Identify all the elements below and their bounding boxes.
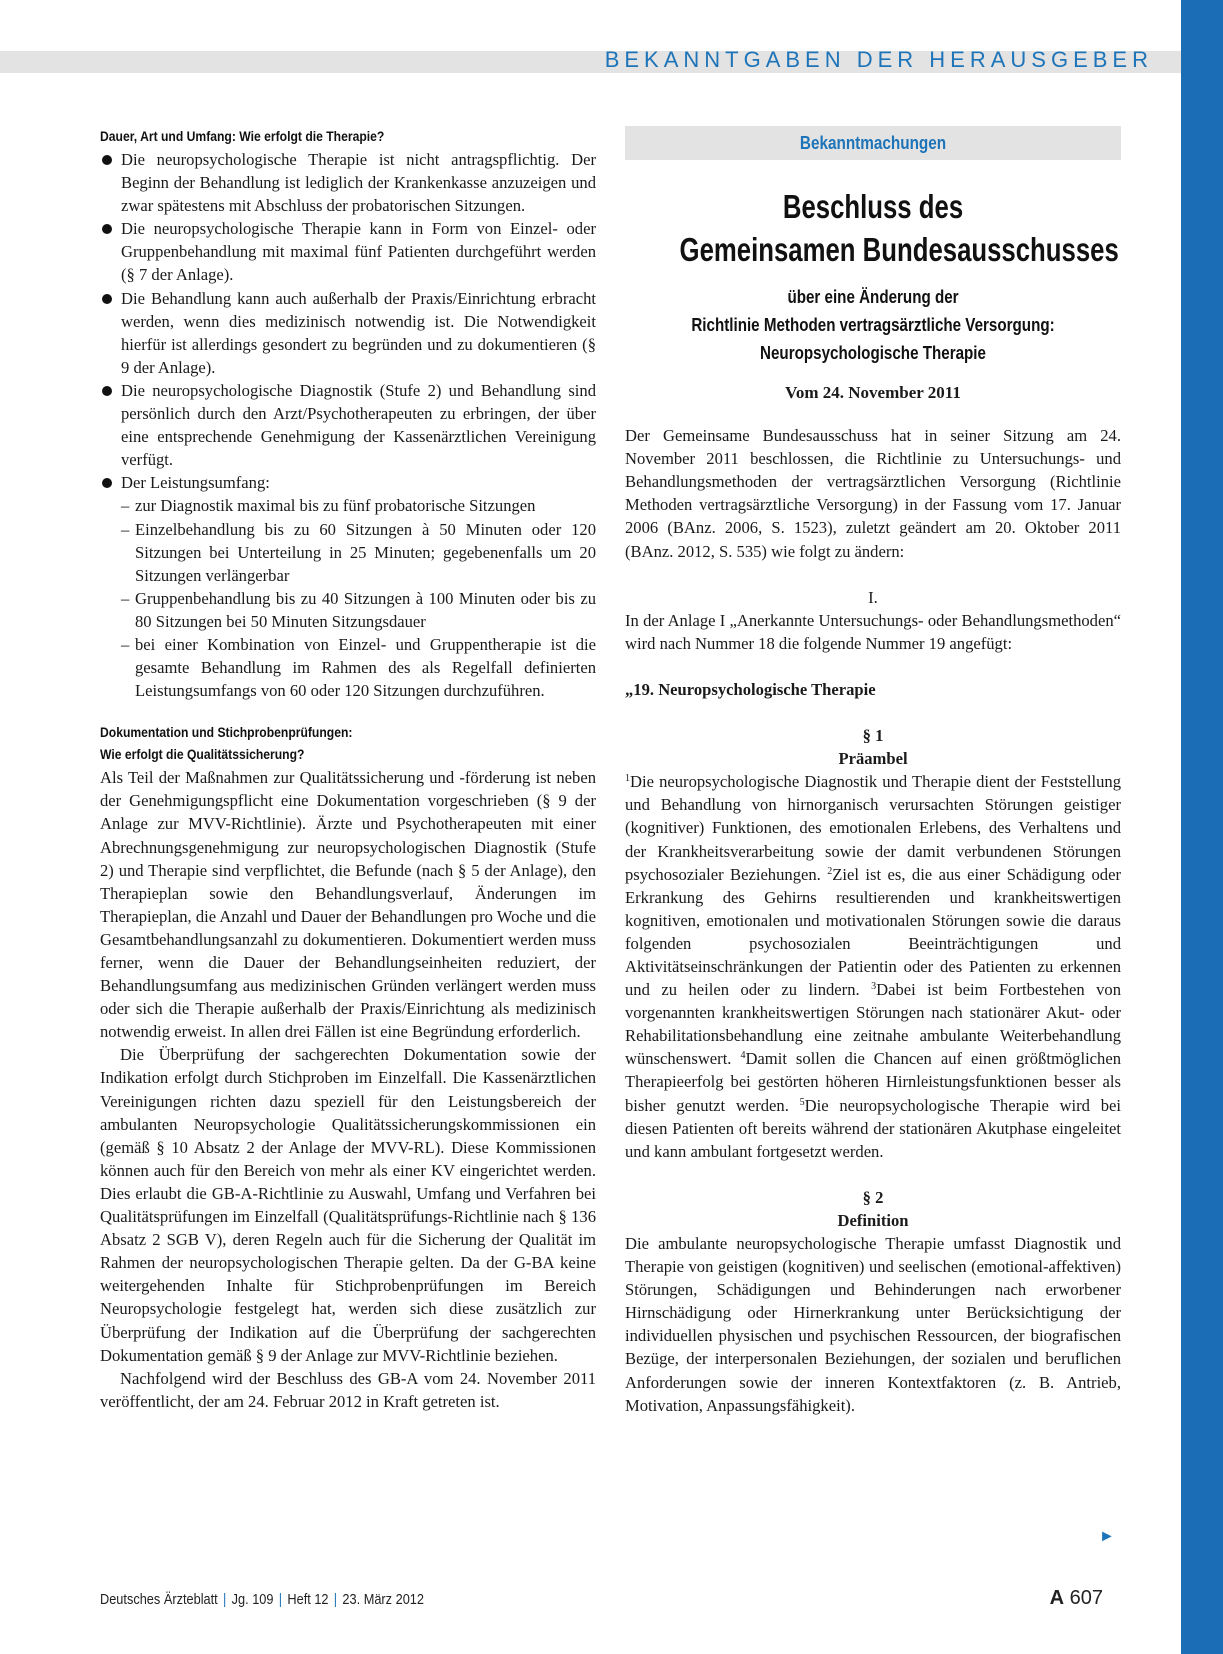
heading-quality: Wie erfolgt die Qualitätssicherung? [100, 747, 305, 763]
bullet-dot-icon [102, 294, 112, 304]
announcement-label: Bekanntmachungen [799, 133, 947, 153]
section-number: § 2 [862, 1187, 884, 1207]
bullet-dot-icon [102, 386, 112, 396]
footer-citation: Deutsches Ärzteblatt | Jg. 109 | Heft 12 | 23. März 2012 [100, 1592, 424, 1608]
right-column [625, 126, 1121, 1417]
item-heading: „19. Neuropsychologische Therapie [625, 679, 876, 699]
left-column [100, 126, 596, 1413]
bullet-item: Die neuropsychologische Therapie ist nicht antragspflichtig. Der Beginn der Behandlung ist lediglich der Krankenkasse anzuzeigen und zwar spätestens mit Abschluss der probatorischen Sitzungen. [100, 148, 596, 217]
side-stripe [1181, 0, 1223, 1654]
subtitle: über eine Änderung der Richtlinie Methoden vertragsärztliche Versorgung: Neuropsychologische Therapie [691, 286, 1055, 363]
intro-paragraph: Der Gemeinsame Bundesausschuss hat in seiner Sitzung am 24. November 2011 beschlossen, die Richtlinie zu Untersuchungs- und Behandlungsmethoden der vertragsärztlichen Versorgung (Richtlinie Methoden vertragsärztliche Versorgung) in der Fassung vom 17. Januar 2006 (BAnz. 2006, S. 1523), zuletzt geändert am 20. Oktober 2011 (BAnz. 2012, S. 535) wie folgt zu ändern: [625, 426, 1121, 561]
preamble-paragraph: $^1$Die neuropsychologische Diagnostik und Therapie dient der Feststellung und Behandlung von hirnorganisch verursachten Störungen geistiger (kognitiver) Funktionen, des emotionalen Erlebens, des Verhaltens und der Krankheitsverarbeitung sowie der damit verbundenen Störungen psychosozialer Beziehungen. $^2$Ziel ist es, die aus einer Schädigung oder Erkrankung des Gehirns resultierenden und krankheitswertigen kognitiven, emotionalen und motivationalen Störungen sowie die daraus folgenden psychosozialen Beeinträchtigungen und Aktivitätseinschränkungen der Patientin oder des Patienten zu erkennen und zu heilen oder zu lindern. $^3$Dabei ist beim Fortbestehen von vorgenannten krankheitswertigen Störungen nach stationärer Akut- oder Rehabilitationsbehandlung eine zeitnahe ambulante Weiterbehandlung wünschenswert. $^4$Damit sollen die Chancen auf einen größtmöglichen Therapieerfolg bei gestörten höheren Hirnleistungsfunktionen besser als bisher genutzt werden. $^5$Die neuropsychologische Therapie wird bei diesen Patienten oft bereits während der stationären Akutphase eingeleitet und kann ambulant fortgesetzt werden. [625, 772, 1121, 1161]
bullet-item: Die Behandlung kann auch außerhalb der Praxis/Einrichtung erbracht werden, wenn dies medizinisch notwendig ist. Die Notwendigkeit hierfür ist allerdings gesondert zu begründen und zu dokumentieren (§ 9 der Anlage). [100, 287, 596, 379]
announcement-box [625, 126, 1121, 160]
page-title: Beschluss des Gemeinsamen Bundesausschusses [679, 188, 1119, 268]
paragraph: Die Überprüfung der sachgerechten Dokumentation sowie der Indikation erfolgt durch Stichproben im Einzelfall. Die Kassenärztlichen Vereinigungen richten dazu speziell für den Leistungsbereich der ambulanten Neuropsychologie Qualitätssicherungskommissionen ein (gemäß § 10 Absatz 2 der Anlage der MVV-RL). Diese Kommissionen können auch für den Bereich von mehr als einer KV eingerichtet werden. Dies erlaubt die GB-A-Richtlinie zu Auswahl, Umfang und Verfahren bei Qualitätsprüfungen im Einzelfall (Qualitätsprüfungs-Richtlinie nach § 136 Absatz 2 SGB V), deren Regeln auch für die Sicherung der Qualität im Rahmen der neuropsychologischen Therapie gelten. Da der G-BA keine weitergehenden Inhalte für Stichprobenprüfungen im Bereich Neuropsychologie festgelegt hat, werden sich diese zusätzlich zur Überprüfung der Indikation auf die Überprüfung der sachgerechten Dokumentation gemäß § 9 der Anlage zur MVV-Richtlinie beziehen. [100, 1045, 596, 1365]
bullet-item: Der Leistungsumfang: [100, 471, 596, 494]
section-title: Definition [837, 1210, 909, 1230]
dash-item: – bei einer Kombination von Einzel- und Gruppentherapie ist die gesamte Behandlung im Rahmen des als Regelfall definierten Leistungsumfangs von 60 oder 120 Sitzungen durchzuführen. [121, 634, 596, 701]
bullet-dot-icon [102, 478, 112, 488]
heading-documentation: Dokumentation und Stichprobenprüfungen: [100, 725, 353, 741]
section-title: Präambel [838, 749, 908, 769]
dash-item: – zur Diagnostik maximal bis zu fünf probatorische Sitzungen [121, 496, 536, 516]
bullet-item: Die neuropsychologische Therapie kann in Form von Einzel- oder Gruppenbehandlung mit maximal fünf Patienten durchgeführt werden (§ 7 der Anlage). [100, 217, 596, 286]
continue-arrow-icon: ► [1099, 1528, 1115, 1545]
section-title: BEKANNTGABEN DER HERAUSGEBER [604, 47, 1153, 72]
dash-item: – Einzelbehandlung bis zu 60 Sitzungen à 50 Minuten oder 120 Sitzungen bei Unterteilung in 25 Minuten; gegebenenfalls um 20 Sitzungen verlängerbar [121, 519, 596, 585]
bullet-item: Die neuropsychologische Diagnostik (Stufe 2) und Behandlung sind persönlich durch den Arzt/Psychotherapeuten zu erbringen, der über eine entsprechende Genehmigung der Kassenärztlichen Vereinigung verfügt. [100, 379, 596, 471]
page-number: A 607 [1049, 1587, 1103, 1609]
section-number: § 1 [862, 726, 884, 746]
dash-item: – Gruppenbehandlung bis zu 40 Sitzungen à 100 Minuten oder bis zu 80 Sitzungen bei 50 Minuten Sitzungsdauer [121, 588, 596, 631]
bullet-dot-icon [102, 155, 112, 165]
resolution-date: Vom 24. November 2011 [785, 383, 961, 402]
heading-therapy: Dauer, Art und Umfang: Wie erfolgt die Therapie? [100, 129, 385, 144]
paragraph: Nachfolgend wird der Beschluss des GB-A vom 24. November 2011 veröffentlicht, der am 24. Februar 2012 in Kraft getreten ist. [100, 1368, 596, 1411]
roman-numeral: I. [868, 587, 878, 607]
anlage-paragraph: In der Anlage I „Anerkannte Untersuchungs- oder Behandlungsmethoden“ wird nach Nummer 18 die folgende Nummer 19 angefügt: [625, 610, 1121, 653]
paragraph: Als Teil der Maßnahmen zur Qualitätssicherung und -förderung ist neben der Genehmigungspflicht eine Dokumentation vorgeschrieben (§ 9 der Anlage zur MVV-Richtlinie). Ärzte und Psychotherapeuten mit einer Abrechnungsgenehmigung zur neuropsychologischen Diagnostik (Stufe 2) und Therapie sind verpflichtet, die Befunde (nach § 5 der Anlage), den Therapieplan sowie den Behandlungsverlauf, Änderungen im Therapieplan, die Anzahl und Dauer der Behandlungen pro Woche und die Gesamtbehandlungsanzahl zu dokumentieren. Dokumentiert werden muss ferner, wenn die Dauer der Behandlungseinheiten reduziert, der Behandlungsumfang aus medizinischen Gründen verlängert werden muss oder sich die Therapie außerhalb der Praxis/Einrichtung als medizinisch notwendig erweist. In allen drei Fällen ist eine Begründung erforderlich. [100, 768, 596, 1042]
definition-paragraph: Die ambulante neuropsychologische Therapie umfasst Diagnostik und Therapie von geistigen (kognitiven) und seelischen (emotional-affektiven) Störungen, Schädigungen und Behinderungen nach erworbener Hirnschädigung oder Hirnerkrankung unter Berücksichtigung der individuellen physischen und psychischen Ressourcen, der biografischen Bezüge, der interpersonalen Beziehungen, der sozialen und beruflichen Anforderungen sowie der inneren Kontextfaktoren (z. B. Antrieb, Motivation, Anpassungsfähigkeit). [625, 1234, 1121, 1415]
bullet-dot-icon [102, 224, 112, 234]
